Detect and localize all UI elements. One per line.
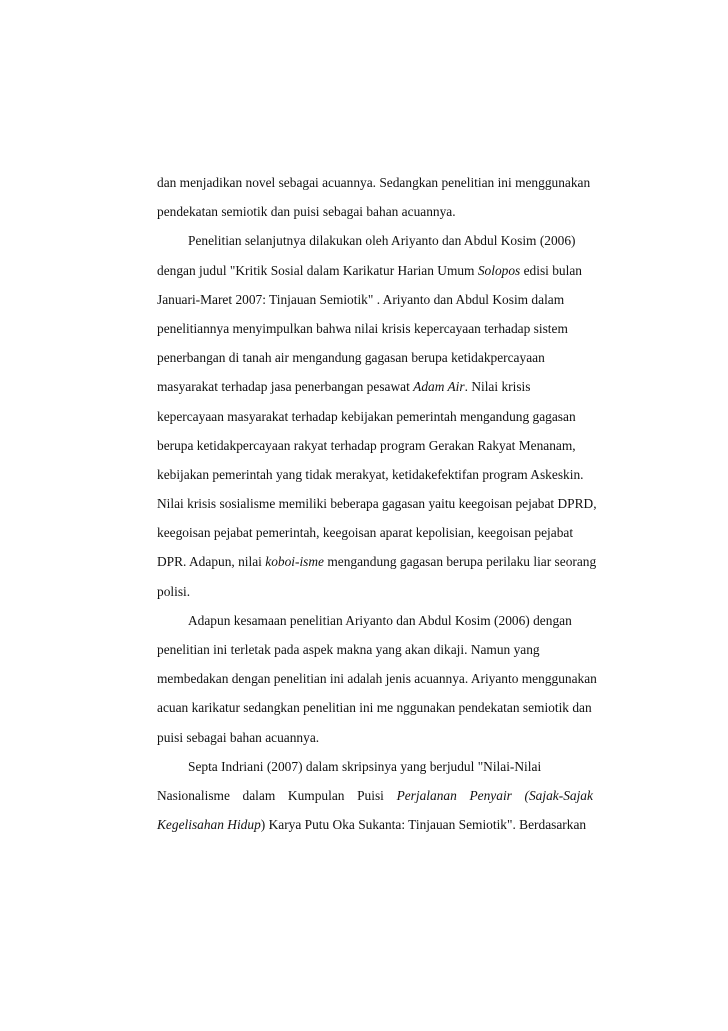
word: Puisi (357, 787, 384, 803)
text-line: polisi. (157, 583, 191, 599)
text-line: kebijakan pemerintah yang tidak merakyat, ketidakefektifan program Askeskin. (157, 466, 584, 482)
word: dalam (242, 787, 276, 803)
text-span: dengan judul "Kritik Sosial dalam Karikatur Harian Umum (157, 262, 478, 278)
text-line: pendekatan semiotik dan puisi sebagai bahan acuannya. (157, 204, 456, 220)
text-line: penerbangan di tanah air mengandung gagasan berupa ketidakpercayaan (157, 350, 545, 366)
body-text (157, 168, 597, 839)
text-span: edisi bulan (520, 262, 582, 278)
text-line: kepercayaan masyarakat terhadap kebijakan pemerintah mengandung gagasan (157, 408, 576, 424)
italic-title: Solopos (477, 262, 521, 278)
text-line: penelitian ini terletak pada aspek makna yang akan dikaji. Namun yang (157, 642, 540, 657)
text-span: ) Karya Putu Oka Sukanta: Tinjauan Semiotik". Berdasarkan (260, 817, 587, 833)
text-line: membedakan dengan penelitian ini adalah jenis acuannya. Ariyanto menggunakan (157, 671, 597, 687)
word: Nasionalisme (157, 787, 230, 803)
text-line-justified (157, 781, 593, 810)
italic-name: Adam Air (413, 379, 465, 395)
text-span: . Nilai krisis (464, 379, 531, 395)
word: Kumpulan (287, 787, 345, 803)
text-line: Nilai krisis sosialisme memiliki beberapa gagasan yaitu keegoisan pejabat DPRD, (157, 496, 597, 512)
text-span: mengandung gagasan berupa perilaku liar seorang (324, 554, 597, 570)
text-span: DPR. Adapun, nilai (157, 554, 266, 570)
text-line (157, 372, 593, 401)
text-span: masyarakat terhadap jasa penerbangan pesawat (157, 379, 414, 395)
text-line (157, 256, 593, 285)
text-line: Januari-Maret 2007: Tinjauan Semiotik" . Ariyanto dan Abdul Kosim dalam (157, 291, 565, 307)
italic-word: Penyair (469, 787, 512, 803)
italic-word: Perjalanan (396, 787, 457, 803)
text-line: Adapun kesamaan penelitian Ariyanto dan Abdul Kosim (2006) dengan (188, 612, 572, 628)
italic-word: (Sajak-Sajak (524, 787, 593, 803)
italic-term: koboi-isme (265, 554, 325, 570)
text-line: acuan karikatur sedangkan penelitian ini me nggunakan pendekatan semiotik dan (157, 700, 592, 716)
text-line: penelitiannya menyimpulkan bahwa nilai krisis kepercayaan terhadap sistem (157, 320, 568, 336)
text-line: dan menjadikan novel sebagai acuannya. Sedangkan penelitian ini menggunakan (157, 175, 591, 190)
text-line: berupa ketidakpercayaan rakyat terhadap program Gerakan Rakyat Menanam, (157, 437, 576, 453)
text-line: puisi sebagai bahan acuannya. (157, 729, 320, 745)
text-line (157, 810, 593, 839)
text-line: keegoisan pejabat pemerintah, keegoisan aparat kepolisian, keegoisan pejabat (157, 525, 574, 541)
text-line: Penelitian selanjutnya dilakukan oleh Ariyanto dan Abdul Kosim (2006) (188, 233, 576, 249)
italic-title: Kegelisahan Hidup (157, 817, 261, 833)
text-line: Septa Indriani (2007) dalam skripsinya yang berjudul "Nilai-Nilai (188, 758, 542, 774)
text-line (157, 547, 597, 576)
